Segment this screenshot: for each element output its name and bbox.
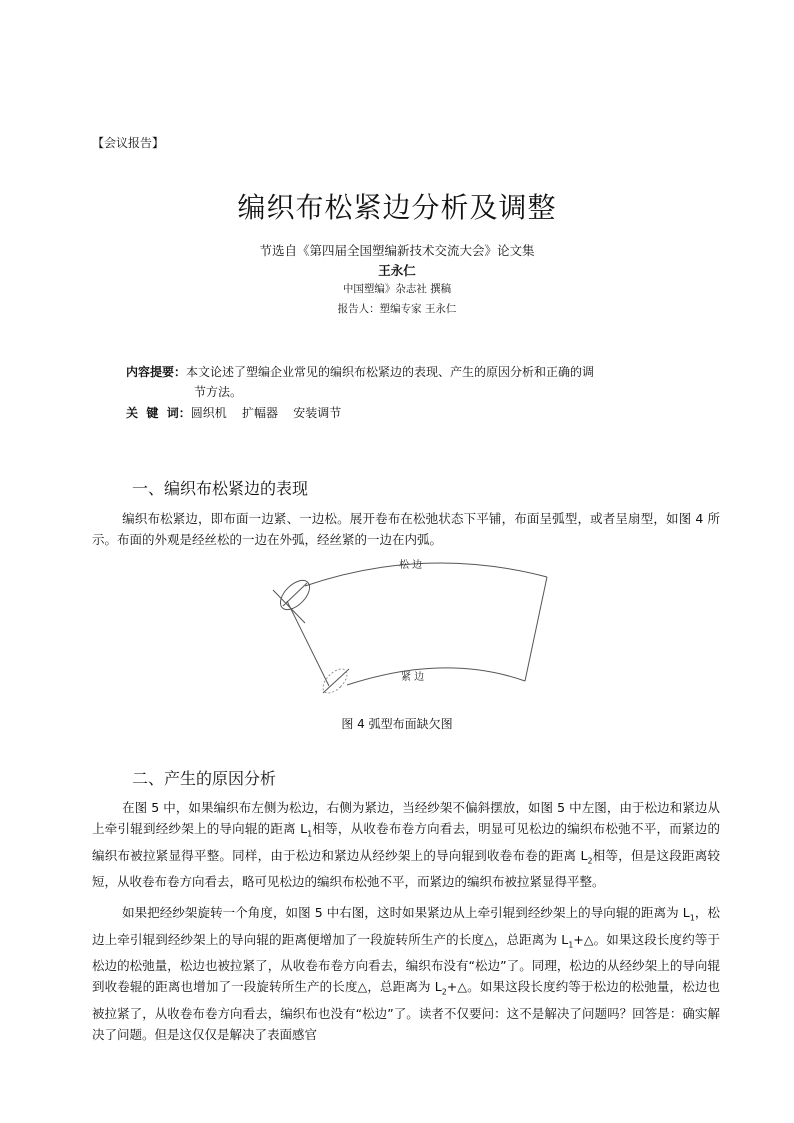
abstract-line-1: [126, 362, 706, 382]
para2-text-a: 如果把经纱架旋转一个角度，如图 5 中右图，这时如果紧边从上牵引辊到经纱架上的导向辊的距离为 L: [122, 905, 690, 920]
editor-line: 中国塑编》杂志社 撰稿: [342, 283, 452, 295]
roll-top-extension: [273, 590, 305, 623]
section-1-heading: 一、编织布松紧边的表现: [132, 479, 309, 498]
para1-text-b: 相等，从收卷布卷方向看去，明显可见松边的编织布松弛不平，而紧边的编织布被拉紧显得平整。同样，由于松边和紧边从经纱架上的导向辊到收卷布卷的距离 L: [92, 821, 720, 863]
para2-text-b: ，松边上牵引辊到经纱架上的导向辊的距离便增加了一段旋转所生产的长度△，总距离为 L: [92, 905, 720, 947]
para2-sub-3: 2: [441, 987, 447, 997]
para2-text-c: +△。如果这段长度约等于松边的松弛量，松边也被拉紧了，从收卷布卷方向看去，编织布没有“松边”了。同理，松边的从经纱架上的导向辊到收卷辊的距离也增加了一段旋转所生产的长度△，总距离为 L: [92, 931, 720, 994]
report-tag: 【会议报告】: [92, 136, 165, 150]
fabric-inner-arc: [347, 668, 525, 685]
roll-top-line: [283, 583, 307, 606]
fabric-outer-arc: [305, 563, 547, 586]
reporter-line: 报告人：塑编专家 王永仁: [337, 303, 457, 315]
para1-text-a: 在图 5 中，如果编织布左侧为松边，右侧为紧边，当经纱架不偏斜摆放，如图 5 中左图，由于松边和紧边从上牵引辊到经纱架上的导向辊的距离 L: [92, 800, 720, 836]
arc-fabric-figure: [265, 553, 555, 713]
para2-text-d: +△。如果这段长度约等于松边的松弛量，松边也被拉紧了，从收卷布卷方向看去，编织布也没有“松边”了。读者不仅要问：这不是解决了问题吗？回答是：确实解决了问题。但是这仅仅是解决了表面感官: [92, 979, 720, 1042]
para2-sub-2: 1: [568, 940, 574, 949]
para1-sub-2: 2: [587, 856, 593, 865]
abstract-text-1: 本文论述了塑编企业常见的编织布松紧边的表现、产生的原因分析和正确的调: [186, 365, 595, 379]
keywords: [126, 404, 341, 421]
source-line: 节选自《第四届全国塑编新技术交流大会》论文集: [259, 243, 535, 258]
abstract: [126, 362, 706, 402]
fabric-right-edge: [525, 577, 547, 681]
section-2-heading: 二、产生的原因分析: [132, 769, 277, 788]
section-2-paragraph-1: [92, 797, 720, 892]
abstract-text-2: 节方法。: [194, 385, 243, 399]
keywords-items: 圆织机 扩幅器 安装调节: [190, 406, 342, 420]
roll-axis-line: [287, 601, 329, 686]
section-1-paragraph: [92, 508, 720, 550]
para2-sub-1: 1: [689, 913, 695, 923]
loose-edge-label: 松 边: [399, 560, 423, 571]
para1-sub-1: 1: [307, 829, 313, 839]
figure-caption: 图 4 弧型布面缺欠图: [341, 717, 453, 731]
page-title: 编织布松紧边分析及调整: [237, 191, 557, 224]
tight-edge-label: 紧 边: [401, 672, 425, 683]
section-2-paragraph-2: [92, 902, 720, 1045]
section-1-text: 编织布松紧边，即布面一边紧、一边松。展开卷布在松弛状态下平铺，布面呈弧型，或者呈扇型，如图 4 所示。布面的外观是经丝松的一边在外弧，经丝紧的一边在内弧。: [92, 511, 720, 547]
para1-text-c: 相等，但是这段距离较短，从收卷布卷方向看去，略可见松边的编织布松弛不平，而紧边的编织布被拉紧显得平整。: [92, 847, 720, 889]
keywords-label: 关 键 词：: [126, 406, 191, 420]
abstract-label: 内容提要：: [126, 365, 187, 379]
author-line: 王永仁: [378, 263, 416, 278]
